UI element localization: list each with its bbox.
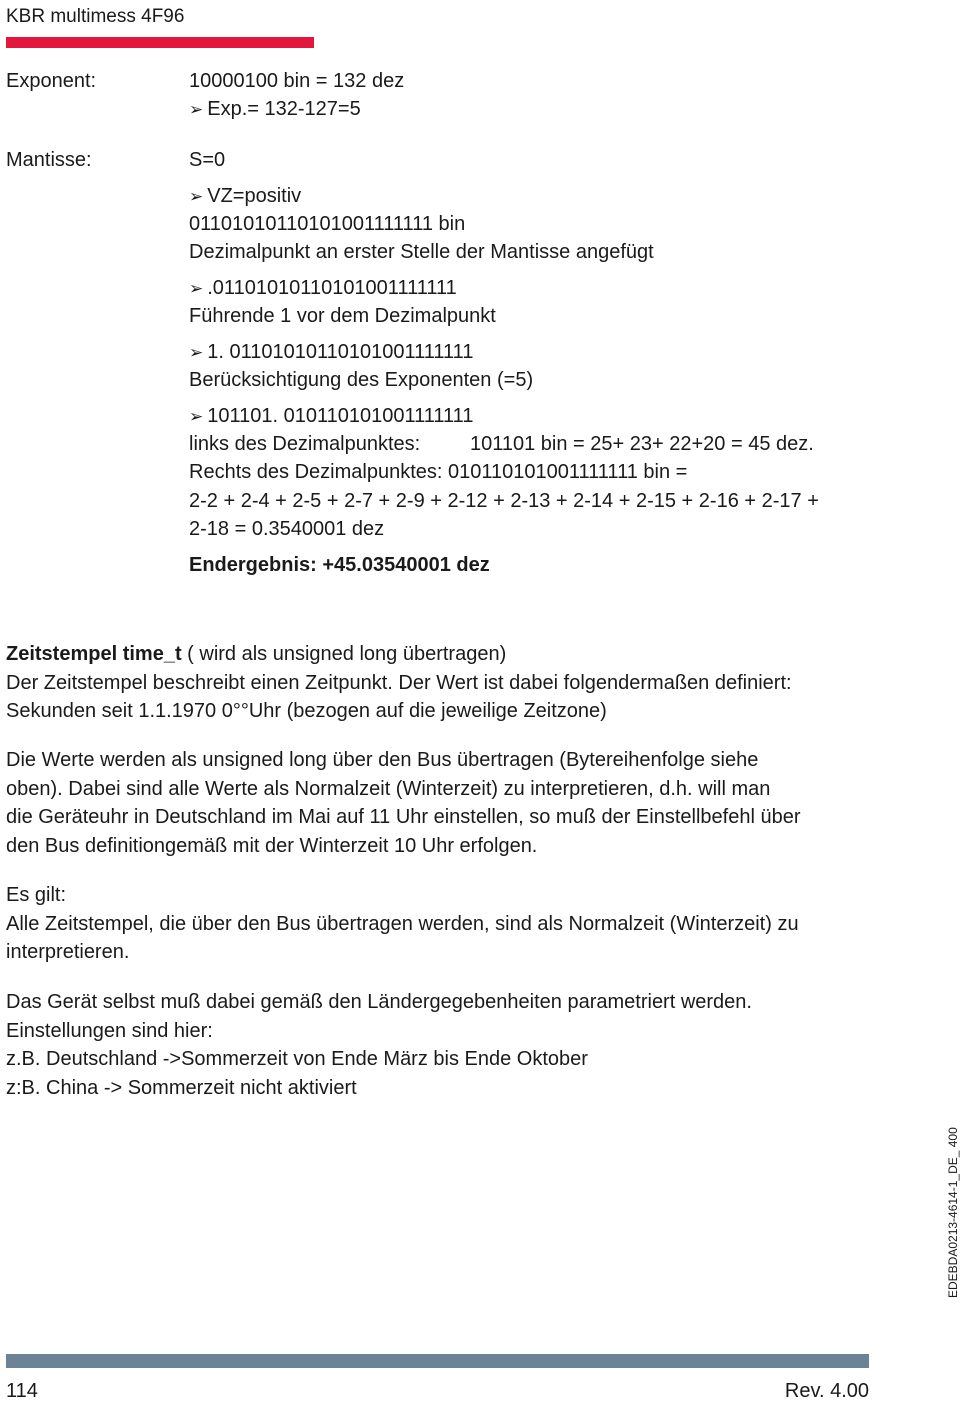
- paragraph-line: Die Werte werden als unsigned long über den Bus übertragen (Bytereihenfolge siehe: [6, 749, 759, 771]
- zeitstempel-epoch: Sekunden seit 1.1.1970 0°°Uhr (bezogen auf die jeweilige Zeitzone): [6, 700, 607, 722]
- arrow-bullet-icon: ➢: [189, 100, 204, 119]
- paragraph-line: den Bus definitiongemäß mit der Winterzeit 10 Uhr erfolgen.: [6, 834, 538, 857]
- paragraph-line: Das Gerät selbst muß dabei gemäß den Ländergegebenheiten parametriert werden.: [6, 991, 752, 1013]
- right-of-point-line: Rechts des Dezimalpunktes: 010110101001111111 bin =: [189, 461, 688, 483]
- paragraph-line: die Geräteuhr in Deutschland im Mai auf 11 Uhr einstellen, so muß der Einstellbefehl über: [6, 806, 801, 828]
- arrow-bullet-icon: ➢: [189, 279, 204, 298]
- mantisse-bits: 01101010110101001111111 bin: [189, 213, 466, 235]
- footer-bar: [6, 1354, 869, 1368]
- leading-one-note: Führende 1 vor dem Dezimalpunkt: [189, 305, 496, 327]
- decimal-point-note: Dezimalpunkt an erster Stelle der Mantisse angefügt: [189, 241, 654, 263]
- zeitstempel-section-intro: [6, 640, 886, 726]
- zeitstempel-heading-bold: Zeitstempel time_t: [6, 643, 182, 665]
- exponent-binary: 10000100 bin = 132 dez: [189, 70, 405, 92]
- leading-one-value-text: 1. 01101010110101001111111: [207, 341, 474, 363]
- sign-result-text: VZ=positiv: [207, 185, 302, 207]
- decimal-point-value-text: .01101010110101001111111: [207, 277, 457, 299]
- zeitstempel-paragraph-4: [6, 988, 886, 1102]
- zeitstempel-heading: [6, 640, 886, 669]
- paragraph-line: interpretieren.: [6, 941, 130, 963]
- sign-result: [189, 185, 301, 208]
- exponent-calc: [189, 98, 361, 121]
- exponent-calc-text: Exp.= 132-127=5: [207, 98, 361, 120]
- paragraph-line: Alle Zeitstempel, die über den Bus übertragen werden, sind als Normalzeit (Winterzeit) zu: [6, 912, 799, 935]
- fraction-sum-line2: 2-18 = 0.3540001 dez: [189, 518, 385, 540]
- fraction-sum-line1: 2-2 + 2-4 + 2-5 + 2-7 + 2-9 + 2-12 + 2-13 + 2-14 + 2-15 + 2-16 + 2-17 +: [189, 490, 819, 512]
- decimal-point-value: [189, 277, 457, 300]
- document-code-vertical: EDEBDA0213-4614-1_DE_ 400: [946, 1127, 960, 1298]
- zeitstempel-heading-rest: ( wird als unsigned long übertragen): [181, 643, 507, 665]
- leading-one-value: [189, 341, 473, 364]
- document-header-title: KBR multimess 4F96: [6, 6, 185, 27]
- exponent-note: Berücksichtigung des Exponenten (=5): [189, 369, 534, 391]
- header-accent-bar: [6, 37, 314, 48]
- revision-label: Rev. 4.00: [784, 1380, 869, 1402]
- page-number: 114: [6, 1380, 38, 1402]
- exponent-label: Exponent:: [6, 70, 97, 92]
- exponent-shift-value-text: 101101. 010110101001111111: [207, 405, 474, 427]
- exponent-shift-value: [189, 405, 473, 428]
- zeitstempel-paragraph-2: [6, 746, 886, 860]
- arrow-bullet-icon: ➢: [189, 343, 204, 362]
- paragraph-line: oben). Dabei sind alle Werte als Normalzeit (Winterzeit) zu interpretieren, d.h. will man: [6, 777, 771, 800]
- arrow-bullet-icon: ➢: [189, 187, 204, 206]
- left-of-point-value: 101101 bin = 25+ 23+ 22+20 = 45 dez.: [470, 433, 814, 455]
- paragraph-line: Einstellungen sind hier:: [6, 1019, 213, 1042]
- paragraph-line: z.B. Deutschland ->Sommerzeit von Ende März bis Ende Oktober: [6, 1048, 588, 1070]
- final-result: Endergebnis: +45.03540001 dez: [189, 554, 490, 576]
- mantisse-label: Mantisse:: [6, 149, 92, 171]
- sign-bit: S=0: [189, 149, 226, 171]
- zeitstempel-paragraph-3: [6, 881, 886, 967]
- left-of-point-label: links des Dezimalpunktes:: [189, 433, 421, 455]
- paragraph-line: Es gilt:: [6, 884, 67, 906]
- paragraph-line: z:B. China -> Sommerzeit nicht aktiviert: [6, 1076, 357, 1099]
- zeitstempel-definition: Der Zeitstempel beschreibt einen Zeitpunkt. Der Wert ist dabei folgendermaßen definiert:: [6, 671, 792, 694]
- arrow-bullet-icon: ➢: [189, 407, 204, 426]
